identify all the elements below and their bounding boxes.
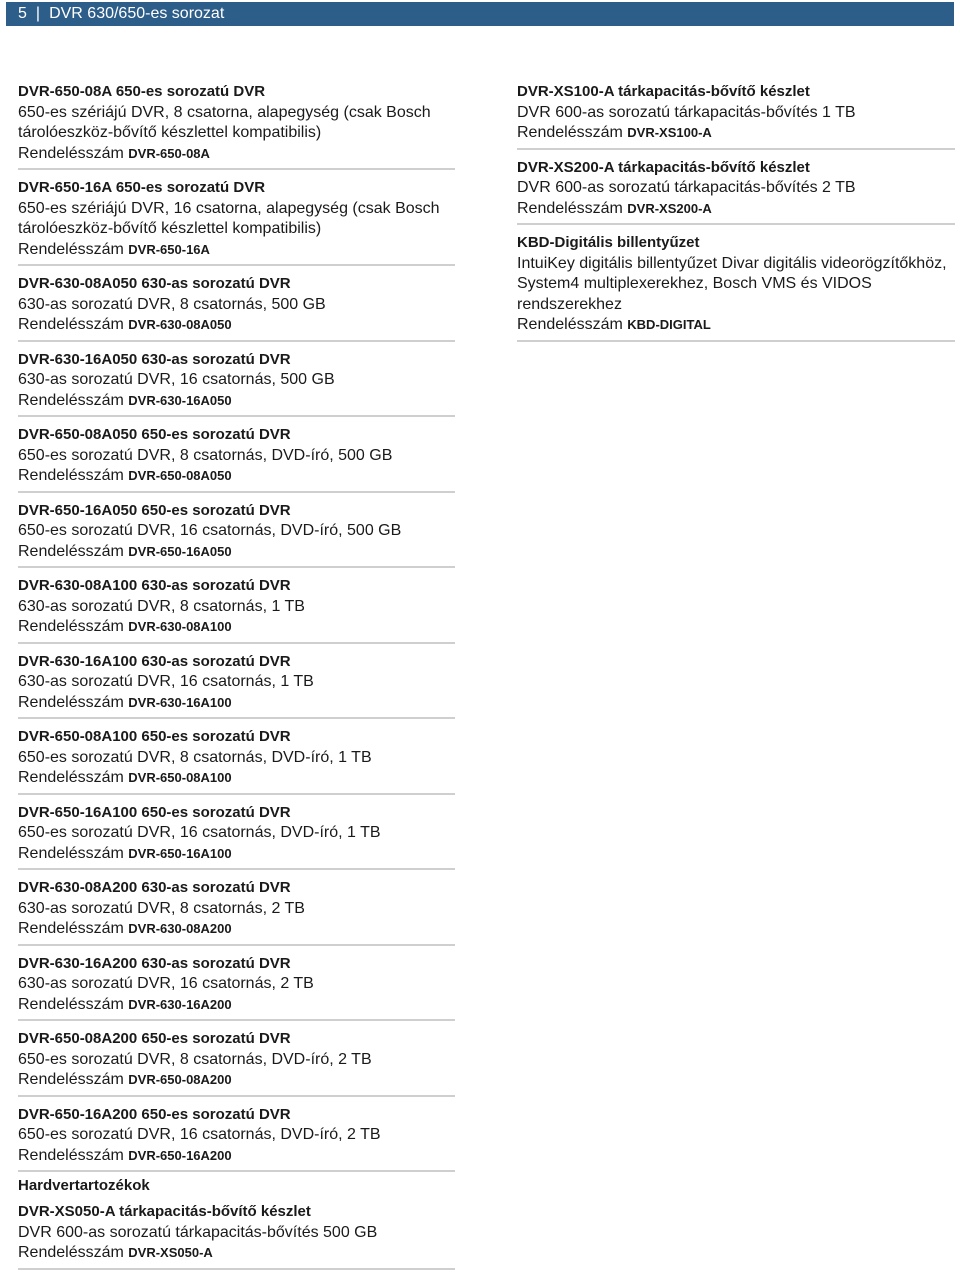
product-description: 650-es sorozatú DVR, 16 csatornás, DVD-író, 500 GB	[18, 522, 402, 539]
order-number-line	[517, 315, 955, 336]
order-number: DVR-650-08A100	[128, 770, 232, 785]
product-title: DVR-650-16A200 650-es sorozatú DVR	[18, 1105, 291, 1123]
order-number-line	[18, 617, 455, 638]
order-number: DVR-XS200-A	[627, 200, 712, 216]
order-number-line	[18, 144, 455, 165]
order-number-line	[18, 844, 455, 865]
order-number: DVR-630-16A100	[128, 694, 232, 710]
page-header	[6, 2, 954, 26]
product-description: 630-as sorozatú DVR, 16 csatornás, 500 GB	[18, 371, 335, 388]
product-entry	[18, 727, 455, 795]
product-entry	[18, 652, 455, 720]
product-entry	[18, 274, 455, 342]
product-entry	[18, 954, 455, 1022]
order-label: Rendelésszám	[18, 769, 124, 786]
order-label: Rendelésszám	[18, 1071, 124, 1088]
order-label: Rendelésszám	[18, 1146, 124, 1164]
order-number-line	[18, 693, 455, 714]
order-number: DVR-XS100-A	[627, 125, 712, 140]
hardware-section-heading: Hardvertartozékok	[18, 1177, 150, 1194]
header-separator: |	[35, 5, 41, 22]
product-description: 630-as sorozatú DVR, 8 csatornás, 1 TB	[18, 597, 305, 615]
order-label: Rendelésszám	[18, 240, 124, 258]
left-product-list	[18, 82, 455, 1172]
order-number-line	[18, 768, 455, 789]
product-description: 650-es szériájú DVR, 16 csatorna, alapegység (csak Bosch tárolóeszköz-bővítő készlettel kompatibilis)	[18, 199, 440, 237]
order-label: Rendelésszám	[517, 124, 623, 141]
order-number-line	[18, 1243, 455, 1264]
product-description: 630-as sorozatú DVR, 8 csatornás, 500 GB	[18, 295, 326, 313]
page-header-title: DVR 630/650-es sorozat	[49, 5, 225, 22]
product-title: DVR-650-16A050 650-es sorozatú DVR	[18, 501, 291, 519]
order-label: Rendelésszám	[18, 693, 124, 711]
product-entry	[18, 501, 455, 569]
product-title: DVR-630-08A100 630-as sorozatú DVR	[18, 577, 291, 594]
product-entry	[18, 425, 455, 493]
page-number: 5	[18, 5, 27, 22]
product-description: DVR 600-as sorozatú tárkapacitás-bővítés 2 TB	[517, 179, 856, 196]
product-title: DVR-XS050-A tárkapacitás-bővítő készlet	[18, 1203, 311, 1220]
order-number: DVR-630-08A100	[128, 619, 232, 634]
order-number-line	[18, 240, 455, 261]
order-number-line	[18, 315, 455, 336]
product-entry	[18, 803, 455, 871]
order-number-line	[18, 542, 455, 563]
product-title: DVR-650-08A 650-es sorozatú DVR	[18, 83, 266, 100]
order-number: DVR-650-16A200	[128, 1147, 232, 1163]
order-number-line	[517, 199, 955, 220]
product-description: 650-es sorozatú DVR, 8 csatornás, DVD-író, 2 TB	[18, 1050, 372, 1068]
right-product-list	[517, 82, 955, 342]
product-entry	[18, 1105, 455, 1173]
order-label: Rendelésszám	[18, 467, 124, 484]
product-entry	[517, 233, 955, 342]
order-number: DVR-650-16A100	[128, 845, 232, 861]
product-title: KBD-Digitális billentyűzet	[517, 234, 700, 251]
product-description: 650-es sorozatú DVR, 8 csatornás, DVD-író, 1 TB	[18, 748, 372, 766]
product-entry	[18, 1202, 455, 1270]
product-description: 630-as sorozatú DVR, 16 csatornás, 1 TB	[18, 673, 314, 690]
order-number: DVR-650-08A050	[128, 468, 232, 483]
order-number-line	[517, 123, 955, 144]
product-title: DVR-630-08A050 630-as sorozatú DVR	[18, 275, 291, 292]
product-description: IntuiKey digitális billentyűzet Divar digitális videorögzítőkhöz, System4 multiplexerekhez, Bosch VMS és VIDOS rendszerekhez	[517, 254, 947, 313]
product-description: 650-es szériájú DVR, 8 csatorna, alapegység (csak Bosch tárolóeszköz-bővítő készlettel kompatibilis)	[18, 103, 431, 141]
product-title: DVR-630-16A100 630-as sorozatú DVR	[18, 652, 291, 670]
product-description: 650-es sorozatú DVR, 16 csatornás, DVD-író, 2 TB	[18, 1126, 381, 1143]
product-entry	[517, 82, 955, 150]
order-number-line	[18, 1070, 455, 1091]
product-title: DVR-XS200-A tárkapacitás-bővítő készlet	[517, 158, 810, 176]
order-number: DVR-630-08A200	[128, 921, 232, 936]
order-number: DVR-XS050-A	[128, 1245, 213, 1260]
order-number: DVR-630-16A050	[128, 392, 232, 408]
product-description: 650-es sorozatú DVR, 8 csatornás, DVD-író, 500 GB	[18, 446, 393, 464]
product-description: 630-as sorozatú DVR, 8 csatornás, 2 TB	[18, 899, 305, 917]
product-entry	[517, 158, 955, 226]
product-description: DVR 600-as sorozatú tárkapacitás-bővítés 500 GB	[18, 1223, 378, 1241]
order-number: DVR-630-08A050	[128, 317, 232, 332]
order-number-line	[18, 391, 455, 412]
right-column	[517, 82, 955, 350]
product-title: DVR-630-08A200 630-as sorozatú DVR	[18, 879, 291, 896]
product-description: DVR 600-as sorozatú tárkapacitás-bővítés 1 TB	[517, 103, 856, 121]
order-label: Rendelésszám	[18, 618, 124, 635]
hardware-product-list	[18, 1202, 455, 1270]
product-title: DVR-650-16A100 650-es sorozatú DVR	[18, 803, 291, 821]
order-label: Rendelésszám	[18, 542, 124, 560]
order-number: DVR-650-08A200	[128, 1072, 232, 1087]
product-description: 630-as sorozatú DVR, 16 csatornás, 2 TB	[18, 975, 314, 992]
product-title: DVR-630-16A050 630-as sorozatú DVR	[18, 350, 291, 368]
order-label: Rendelésszám	[18, 1244, 124, 1261]
product-entry	[18, 350, 455, 418]
order-number-line	[18, 1146, 455, 1167]
order-label: Rendelésszám	[18, 144, 124, 162]
order-number-line	[18, 919, 455, 940]
product-description: 650-es sorozatú DVR, 16 csatornás, DVD-író, 1 TB	[18, 824, 381, 841]
product-title: DVR-650-16A 650-es sorozatú DVR	[18, 179, 266, 196]
product-title: DVR-630-16A200 630-as sorozatú DVR	[18, 954, 291, 972]
product-entry	[18, 82, 455, 170]
product-title: DVR-650-08A200 650-es sorozatú DVR	[18, 1030, 291, 1047]
product-entry	[18, 878, 455, 946]
order-label: Rendelésszám	[18, 316, 124, 333]
order-number: KBD-DIGITAL	[627, 317, 711, 332]
product-entry	[18, 1029, 455, 1097]
order-label: Rendelésszám	[18, 920, 124, 937]
product-entry	[18, 178, 455, 266]
order-label: Rendelésszám	[18, 391, 124, 409]
order-label: Rendelésszám	[18, 844, 124, 862]
order-number: DVR-650-16A	[128, 241, 210, 257]
product-title: DVR-650-08A100 650-es sorozatú DVR	[18, 728, 291, 745]
order-number-line	[18, 995, 455, 1016]
order-number: DVR-630-16A200	[128, 996, 232, 1012]
order-number: DVR-650-16A050	[128, 543, 232, 559]
product-entry	[18, 576, 455, 644]
order-label: Rendelésszám	[517, 316, 623, 333]
order-label: Rendelésszám	[18, 995, 124, 1013]
order-label: Rendelésszám	[517, 199, 623, 217]
product-title: DVR-650-08A050 650-es sorozatú DVR	[18, 426, 291, 443]
order-number-line	[18, 466, 455, 487]
product-title: DVR-XS100-A tárkapacitás-bővítő készlet	[517, 83, 810, 100]
order-number: DVR-650-08A	[128, 145, 210, 161]
left-column	[18, 82, 455, 1278]
